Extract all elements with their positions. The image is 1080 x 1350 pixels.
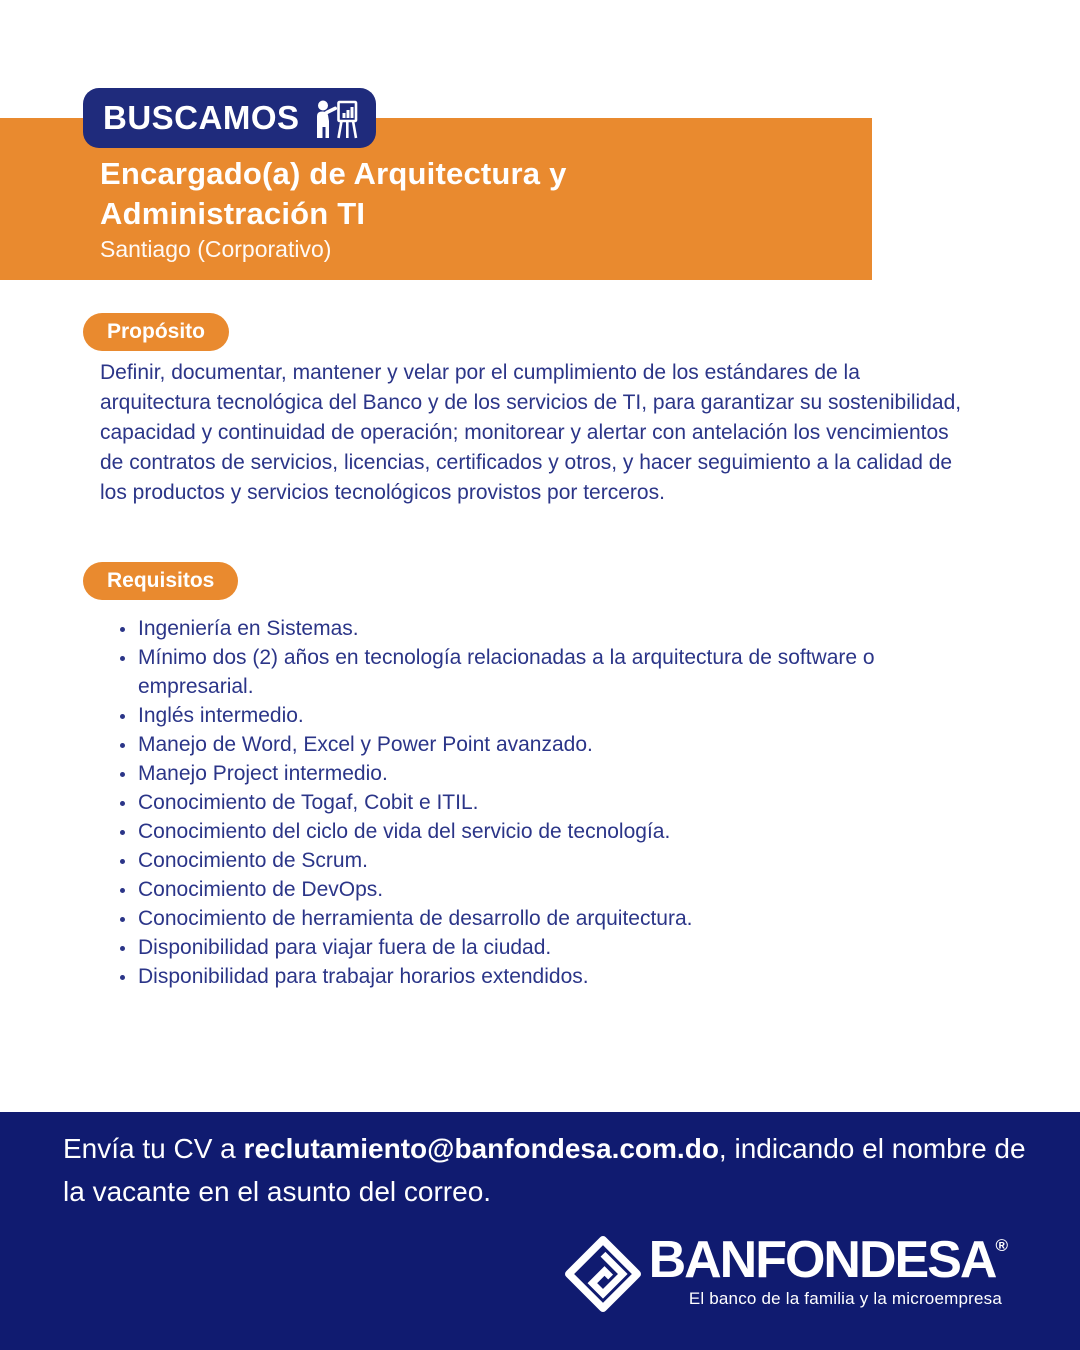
buscamos-badge <box>83 88 376 148</box>
cta-suffix: , indicando el nombre de la vacante en el asunto del correo. <box>63 1133 1026 1207</box>
purpose-label: Propósito <box>107 320 205 343</box>
purpose-text: Definir, documentar, mantener y velar por el cumplimiento de los estándares de la arquitectura tecnológica del Banco y de los servicios de TI, para garantizar su sostenibilidad, capacidad y continuidad de operación; monitorear y alertar con antelación los vencimientos de contratos de servicios, licencias, certificados y otros, y hacer seguimiento a la calidad de los productos y servicios tecnológicos provistos por terceros. <box>100 361 962 504</box>
requirement-item: • Mínimo dos (2) años en tecnología relacionadas a la arquitectura de software o empresarial. <box>137 643 980 701</box>
banfondesa-diamond-icon <box>565 1236 641 1312</box>
requirement-item: • Conocimiento de Scrum. <box>137 846 980 875</box>
requirement-item: • Disponibilidad para trabajar horarios extendidos. <box>137 962 980 991</box>
registered-mark: ® <box>995 1236 1008 1255</box>
cta-text <box>63 1127 1028 1213</box>
requirement-item: • Conocimiento de Togaf, Cobit e ITIL. <box>137 788 980 817</box>
requirements-section-pill <box>83 562 238 600</box>
presenter-at-easel-icon <box>313 97 359 139</box>
requirement-item: • Manejo de Word, Excel y Power Point avanzado. <box>137 730 980 759</box>
wordmark-text: BANFONDESA <box>648 1231 996 1289</box>
requirement-item: • Conocimiento del ciclo de vida del servicio de tecnología. <box>137 817 980 846</box>
requirement-item: • Manejo Project intermedio. <box>137 759 980 788</box>
banfondesa-wordmark <box>648 1231 1008 1289</box>
buscamos-label: BUSCAMOS <box>103 99 300 136</box>
banfondesa-logo <box>565 1231 1008 1312</box>
brand-tagline: El banco de la familia y la microempresa <box>688 1289 1002 1308</box>
requirement-item: • Inglés intermedio. <box>137 701 980 730</box>
job-location: Santiago (Corporativo) <box>100 236 332 262</box>
requirement-item: • Conocimiento de herramienta de desarrollo de arquitectura. <box>137 904 980 933</box>
footer <box>0 1112 1080 1350</box>
requirement-item: • Conocimiento de DevOps. <box>137 875 980 904</box>
recruitment-email[interactable]: reclutamiento@banfondesa.com.do <box>243 1133 719 1164</box>
cta-prefix: Envía tu CV a <box>63 1133 244 1164</box>
requirement-item: • Ingeniería en Sistemas. <box>137 614 980 643</box>
requirements-list <box>100 614 980 991</box>
requirement-item: • Disponibilidad para viajar fuera de la ciudad. <box>137 933 980 962</box>
job-title: Encargado(a) de Arquitectura y Administración TI <box>100 156 567 231</box>
purpose-section-pill <box>83 313 229 351</box>
requirements-label: Requisitos <box>107 569 215 592</box>
